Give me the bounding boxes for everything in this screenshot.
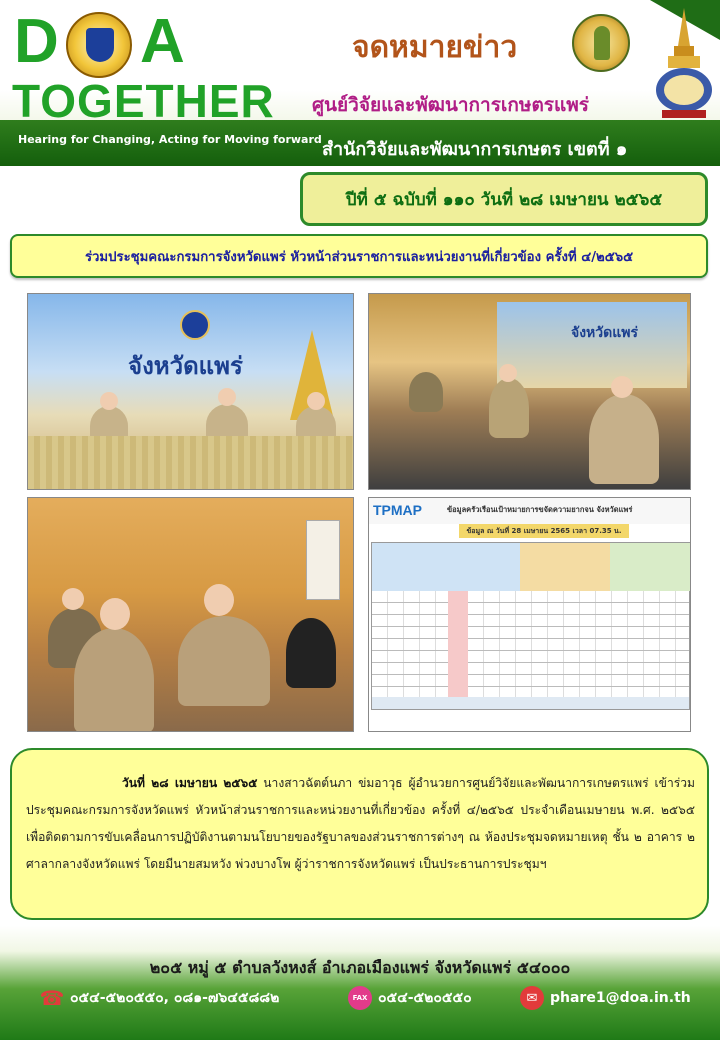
email-icon: ✉ [520,986,544,1010]
email-address[interactable]: phare1@doa.in.th [550,990,691,1006]
brand-letter-a: A [140,7,185,76]
tpmap-grid [371,542,690,710]
meeting-photo-3 [27,497,354,732]
doa-logo [66,12,132,78]
article-date: วันที่ ๒๘ เมษายน ๒๕๖๕ [122,776,258,790]
brand-letter-d: D [14,7,60,76]
research-center-name: ศูนย์วิจัยและพัฒนาการเกษตรแพร่ [312,94,589,116]
footer [0,926,720,1040]
tagline: Hearing for Changing, Acting for Moving forward [18,133,322,146]
royal-anniversary-emblem [652,6,716,120]
article-text [26,770,695,878]
research-center-seal [572,14,630,72]
headline: ร่วมประชุมคณะกรมการจังหวัดแพร่ หัวหน้าส่วนราชการและหน่วยงานที่เกี่ยวข้อง ครั้งที่ ๔/๒๕๖๕ [10,234,708,278]
phone-numbers: ๐๕๔-๕๒๐๕๕๐, ๐๘๑-๗๖๔๕๘๘๒ [70,990,280,1006]
issue-info: ปีที่ ๕ ฉบับที่ ๑๑๐ วันที่ ๒๘ เมษายน ๒๕๖๕ [300,172,708,226]
phone-icon: ☎ [39,986,65,1010]
meeting-photo-2 [368,293,691,490]
province-emblem [180,310,210,340]
office-name: สำนักวิจัยและพัฒนาการเกษตร เขตที่ ๑ [322,139,628,160]
tpmap-logo: TPMAP [373,502,422,518]
brand-together: TOGETHER [12,75,275,127]
photo-sign-text: จังหวัดแพร่ [128,352,243,380]
article-body: นางสาวฉัตต์นภา ข่มอาวุธ ผู้อำนวยการศูนย์วิจัยและพัฒนาการเกษตรแพร่ เข้าร่วมประชุมคณะกรมการจังหวัดแพร่ หัวหน้าส่วนราชการและหน่วยงานที่เกี่ยวข้อง ครั้งที่ ๔/๒๕๖๕ ประจำเดือนเมษายน พ.ศ. ๒๕๖๕ เพื่อติดตามการขับเคลื่อนการปฏิบัติงานตามนโยบายของรัฐบาลของส่วนราชการต่างๆ ณ ห้องประชุมจดหมายเหตุ ชั้น ๒ อาคาร ๒ ศาลากลางจังหวัดแพร่ โดยมีนายสมหวัง พ่วงบางโพ ผู้ว่าราชการจังหวัดแพร่ เป็นประธานการประชุมฯ [26,776,695,871]
tpmap-subtitle: ข้อมูล ณ วันที่ 28 เมษายน 2565 เวลา 07.35 น. [459,524,629,538]
contact-fax [348,986,472,1010]
photo-sign-text: จังหวัดแพร่ [571,325,638,341]
meeting-photo-1 [27,293,354,490]
fax-number: ๐๕๔-๕๒๐๕๕๐ [378,990,472,1006]
fax-icon: FAX [348,986,372,1010]
tpmap-data-table [368,497,691,732]
newsletter-title: จดหมายข่าว [352,30,518,65]
contact-phone [40,986,279,1010]
footer-address: ๒๐๕ หมู่ ๕ ตำบลวังหงส์ อำเภอเมืองแพร่ จังหวัดแพร่ ๕๔๐๐๐ [149,958,571,977]
tpmap-title: ข้อมูลครัวเรือนเป้าหมายการขจัดความยากจน จังหวัดแพร่ [447,505,633,514]
contact-email [520,986,691,1010]
article-panel [10,748,709,920]
